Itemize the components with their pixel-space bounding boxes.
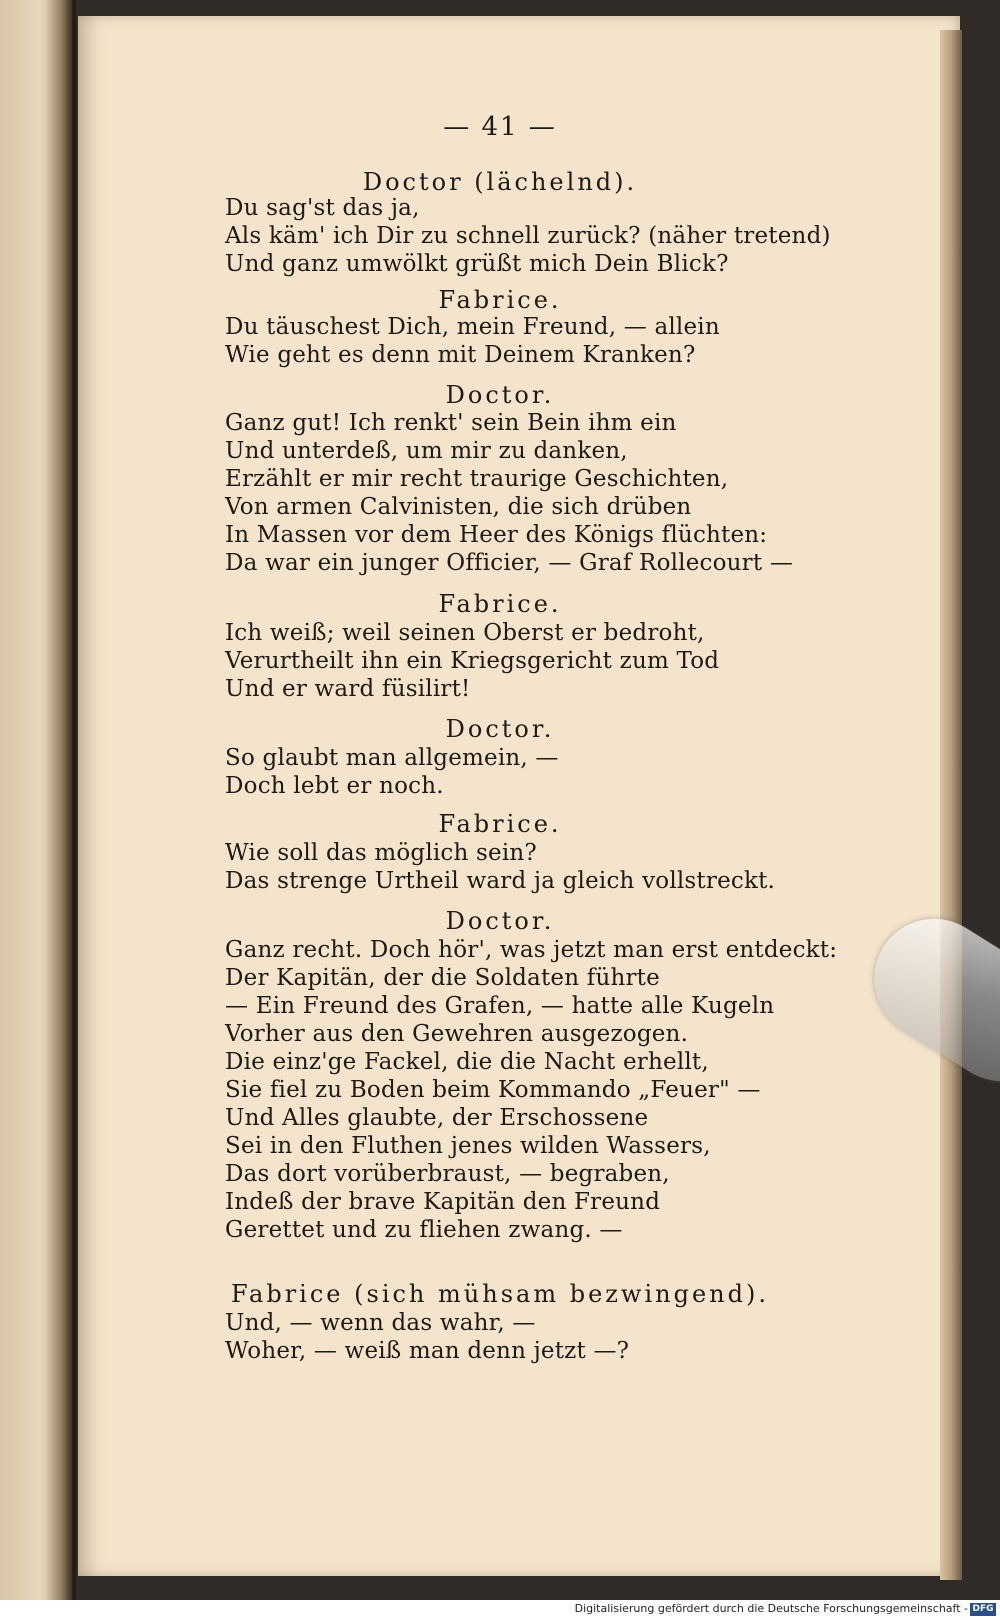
text-line: Du täuschest Dich, mein Freund, — allein (225, 314, 720, 340)
text-line: In Massen vor dem Heer des Königs flüchten: (225, 522, 768, 548)
speaker-heading: Doctor. (445, 381, 555, 409)
book-gutter-shadow (46, 0, 76, 1600)
text-line: Du sag'st das ja, (225, 195, 420, 221)
text-line: Da war ein junger Officier, — Graf Rollecourt — (225, 550, 794, 576)
text-line: Und Alles glaubte, der Erschossene (225, 1105, 649, 1131)
text-line: Der Kapitän, der die Soldaten führte (225, 965, 660, 991)
speaker-heading: Fabrice (sich mühsam bezwingend). (231, 1280, 769, 1308)
text-line: So glaubt man allgemein, — (225, 745, 559, 771)
text-line: Wie geht es denn mit Deinem Kranken? (225, 342, 696, 368)
text-line: Und unterdeß, um mir zu danken, (225, 438, 628, 464)
text-line: Ich weiß; weil seinen Oberst er bedroht, (225, 620, 705, 646)
text-line: Woher, — weiß man denn jetzt —? (225, 1338, 630, 1364)
speaker-heading: Fabrice. (438, 590, 562, 618)
text-line: Das strenge Urtheil ward ja gleich vollstreckt. (225, 868, 776, 894)
text-line: Die einz'ge Fackel, die die Nacht erhellt, (225, 1049, 709, 1075)
text-line: Von armen Calvinisten, die sich drüben (225, 494, 692, 520)
text-line: Sei in den Fluthen jenes wilden Wassers, (225, 1133, 711, 1159)
text-line: Ganz gut! Ich renkt' sein Bein ihm ein (225, 410, 677, 436)
speaker-heading: Doctor. (445, 715, 555, 743)
text-line: Und ganz umwölkt grüßt mich Dein Blick? (225, 251, 729, 277)
text-line: Indeß der brave Kapitän den Freund (225, 1189, 661, 1215)
dfg-logo-icon: DFG (970, 1603, 996, 1616)
text-line: Gerettet und zu fliehen zwang. — (225, 1217, 623, 1243)
text-line: Das dort vorüberbraust, — begraben, (225, 1161, 670, 1187)
footer-credit: Digitalisierung gefördert durch die Deutsche Forschungsgemeinschaft - (574, 1602, 968, 1615)
text-line: Und er ward füsilirt! (225, 676, 471, 702)
text-line: — Ein Freund des Grafen, — hatte alle Kugeln (225, 993, 775, 1019)
page-number: — 41 — (443, 112, 557, 142)
text-line: Als käm' ich Dir zu schnell zurück? (näher tretend) (225, 223, 831, 249)
speaker-heading: Fabrice. (438, 286, 562, 314)
text-line: Sie fiel zu Boden beim Kommando „Feuer" — (225, 1077, 761, 1103)
text-line: Ganz recht. Doch hör', was jetzt man erst entdeckt: (225, 937, 838, 963)
text-line: Und, — wenn das wahr, — (225, 1310, 536, 1336)
page-stack-edge (940, 30, 962, 1580)
text-line: Doch lebt er noch. (225, 773, 444, 799)
text-line: Erzählt er mir recht traurige Geschichten, (225, 466, 729, 492)
speaker-heading: Doctor. (445, 907, 555, 935)
text-line: Wie soll das möglich sein? (225, 840, 537, 866)
text-line: Vorher aus den Gewehren ausgezogen. (225, 1021, 689, 1047)
text-line: Verurtheilt ihn ein Kriegsgericht zum Tod (225, 648, 720, 674)
speaker-heading: Fabrice. (438, 810, 562, 838)
speaker-heading: Doctor (lächelnd). (362, 168, 638, 196)
